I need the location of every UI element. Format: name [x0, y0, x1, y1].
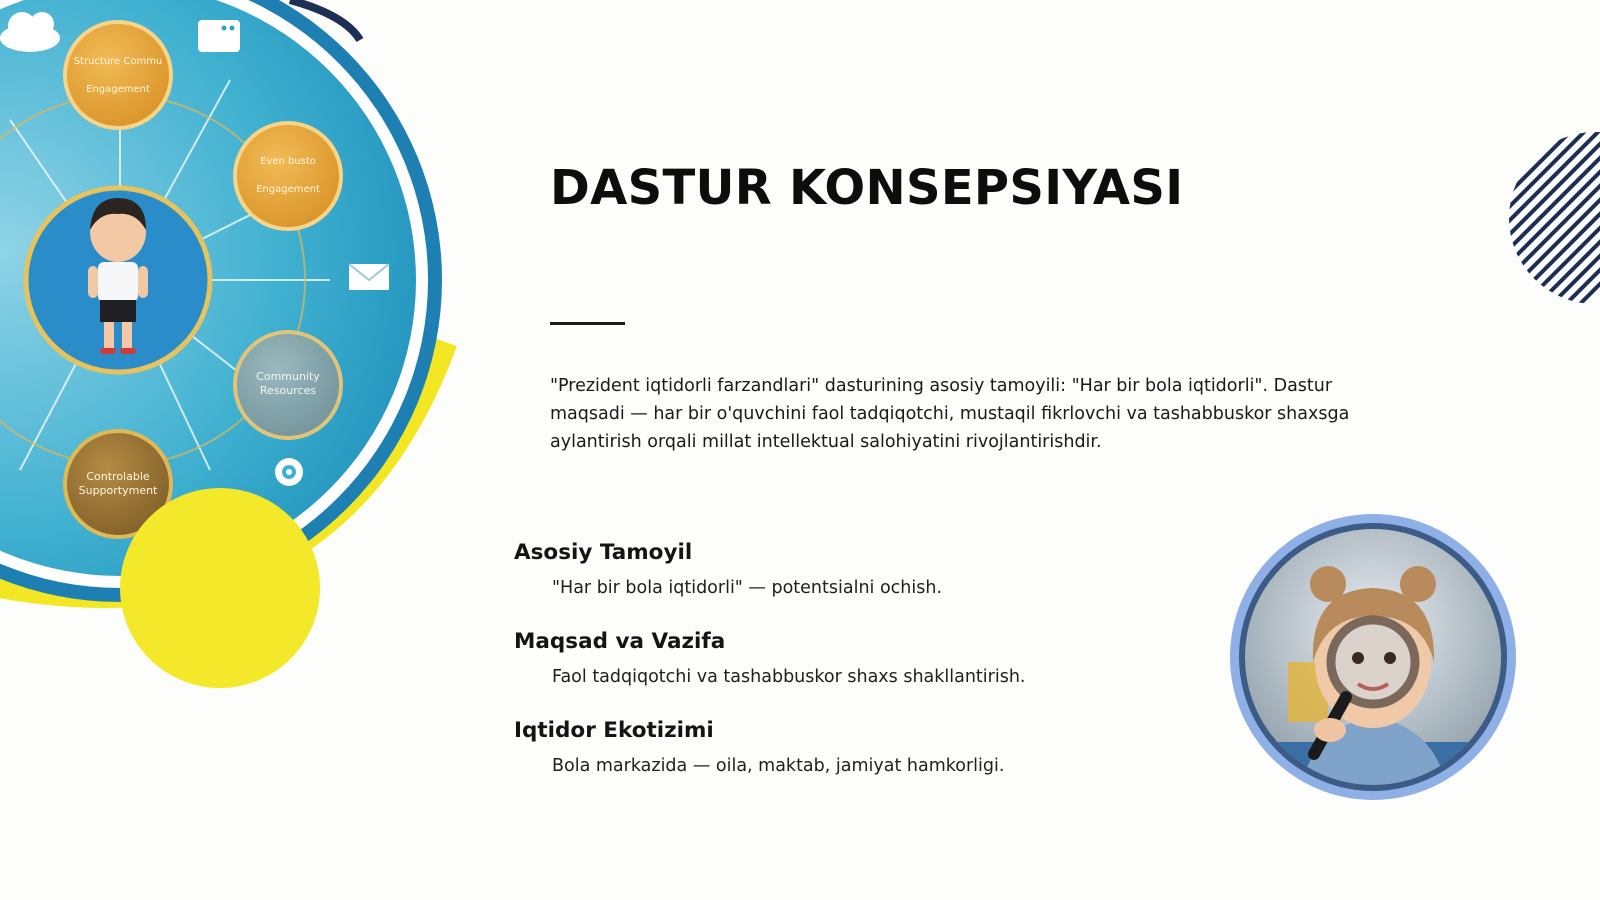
chat-icon [198, 20, 240, 52]
item-text-maqsad-va-vazifa: Faol tadqiqotchi va tashabbuskor shaxs shakllantirish. [552, 667, 1026, 687]
item-heading-asosiy-tamoyil: Asosiy Tamoyil [514, 540, 693, 565]
node-label-1-line1: Structure Commu [73, 56, 163, 67]
striped-semicircle-decoration [1500, 128, 1600, 308]
yellow-circle [120, 488, 320, 688]
item-heading-maqsad-va-vazifa: Maqsad va Vazifa [514, 629, 726, 654]
girl-magnifier-photo [1228, 512, 1518, 802]
node-label-1-line2: Engagement [86, 84, 150, 95]
node-structure [65, 22, 171, 128]
location-pin-icon [275, 458, 303, 486]
node-label-4-line1: Controlable [86, 470, 150, 483]
node-even [235, 123, 341, 229]
node-label-3-line2: Resources [259, 384, 317, 397]
slide-title: DASTUR KONSEPSIYASI [550, 160, 1184, 216]
item-text-asosiy-tamoyil: "Har bir bola iqtidorli" — potentsialni ochish. [552, 578, 943, 598]
node-label-2-line1: Even busto [260, 156, 316, 167]
item-heading-iqtidor-ekotizimi: Iqtidor Ekotizimi [514, 718, 714, 743]
item-text-iqtidor-ekotizimi: Bola markazida — oila, maktab, jamiyat hamkorligi. [552, 756, 1005, 776]
node-label-2-line2: Engagement [256, 184, 320, 195]
child-ecosystem-infographic [0, 0, 460, 700]
node-label-3-line1: Community [256, 370, 320, 383]
intro-paragraph: "Prezident iqtidorli farzandlari" dasturining asosiy tamoyili: "Har bir bola iqtidorli". Dastur maqsadi — har bir o'quvchini faol tadqiqotchi, mustaqil fikrlovchi va tashabbuskor shaxsga aylantirish orqali millat intellektual salohiyatini rivojlantirishdir. [550, 376, 1350, 452]
title-underline [550, 322, 625, 325]
node-label-4-line2: Supportyment [78, 484, 158, 497]
mail-icon [349, 264, 389, 290]
